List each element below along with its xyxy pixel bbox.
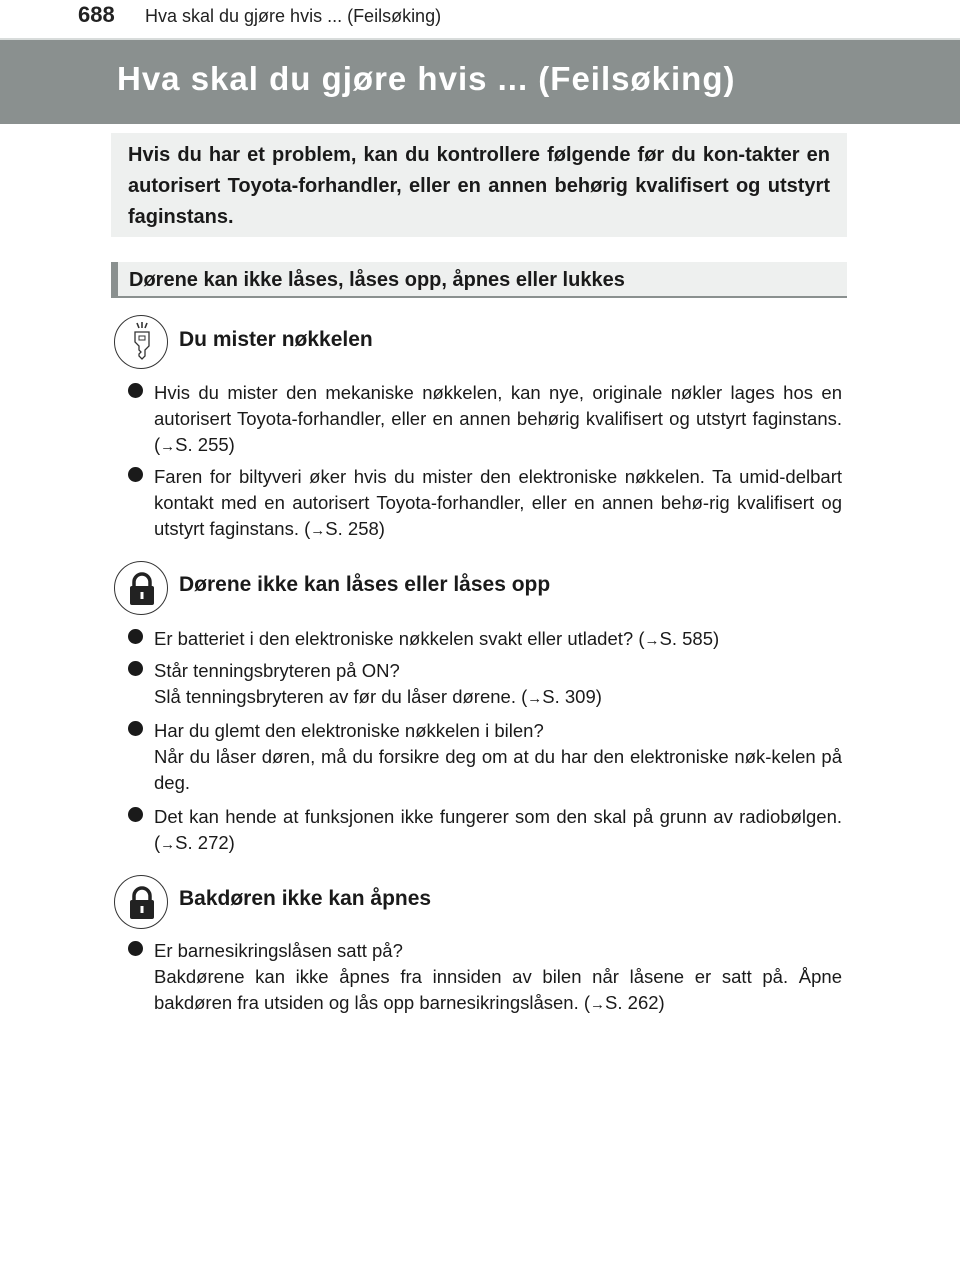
bullet-icon xyxy=(128,807,143,822)
lock-icon xyxy=(114,561,168,615)
page-title: Hva skal du gjøre hvis ... (Feilsøking) xyxy=(117,60,736,97)
list-item: Står tenningsbryteren på ON? Slå tenningsbryteren av før du låser dørene. (→S. 309) xyxy=(128,658,842,712)
list-item: Faren for biltyveri øker hvis du mister den elektroniske nøkkelen. Ta umid-delbart kontakt med en autorisert Toyota-forhandler, eller en annen behø-rig kvalifisert og utstyrt faginstans. (→S. 258) xyxy=(128,464,842,544)
subsection-heading: Dørene ikke kan låses eller låses opp xyxy=(179,573,551,596)
key-icon xyxy=(114,315,168,369)
arrow-icon: → xyxy=(527,690,543,707)
list-item: Er batteriet i den elektroniske nøkkelen svakt eller utladet? (→S. 585) xyxy=(128,626,842,654)
arrow-icon: → xyxy=(590,996,606,1013)
lock-icon xyxy=(114,875,168,929)
bullet-icon xyxy=(128,941,143,956)
bullet-icon xyxy=(128,383,143,398)
bullet-icon xyxy=(128,467,143,482)
arrow-icon: → xyxy=(160,438,176,455)
list-item: Har du glemt den elektroniske nøkkelen i bilen? Når du låser døren, må du forsikre deg om at du har den elektroniske nøk-kelen på deg. xyxy=(128,718,842,796)
arrow-icon: → xyxy=(160,836,176,853)
title-band xyxy=(0,38,960,124)
list-item: Hvis du mister den mekaniske nøkkelen, kan nye, originale nøkler lages hos en autorisert Toyota-forhandler, eller en annen behørig kvalifisert og utstyrt faginstans. (→S. 255) xyxy=(128,380,842,460)
running-title: Hva skal du gjøre hvis ... (Feilsøking) xyxy=(145,6,442,26)
list-item: Det kan hende at funksjonen ikke fungerer som den skal på grunn av radiobølgen. (→S. 272) xyxy=(128,804,842,858)
arrow-icon: → xyxy=(310,522,326,539)
subsection-heading: Du mister nøkkelen xyxy=(179,328,373,351)
intro-box xyxy=(111,133,847,237)
bullet-icon xyxy=(128,721,143,736)
arrow-icon: → xyxy=(644,632,660,649)
page-header xyxy=(0,0,960,38)
section-title: Dørene kan ikke låses, låses opp, åpnes eller lukkes xyxy=(129,269,625,291)
bullet-icon xyxy=(128,629,143,644)
list-item: Er barnesikringslåsen satt på? Bakdørene kan ikke åpnes fra innsiden av bilen når låsene er satt på. Åpne bakdøren fra utsiden og lås opp barnesikringslåsen. (→S. 262) xyxy=(128,938,842,1018)
page-number: 688 xyxy=(78,2,115,27)
section-heading-bar xyxy=(111,262,847,298)
subsection-heading: Bakdøren ikke kan åpnes xyxy=(179,887,432,910)
bullet-icon xyxy=(128,661,143,676)
intro-text: Hvis du har et problem, kan du kontrollere følgende før du kon-takter en autorisert Toyota-forhandler, eller en annen behørig kvalifisert og utstyrt faginstans. xyxy=(128,144,830,228)
